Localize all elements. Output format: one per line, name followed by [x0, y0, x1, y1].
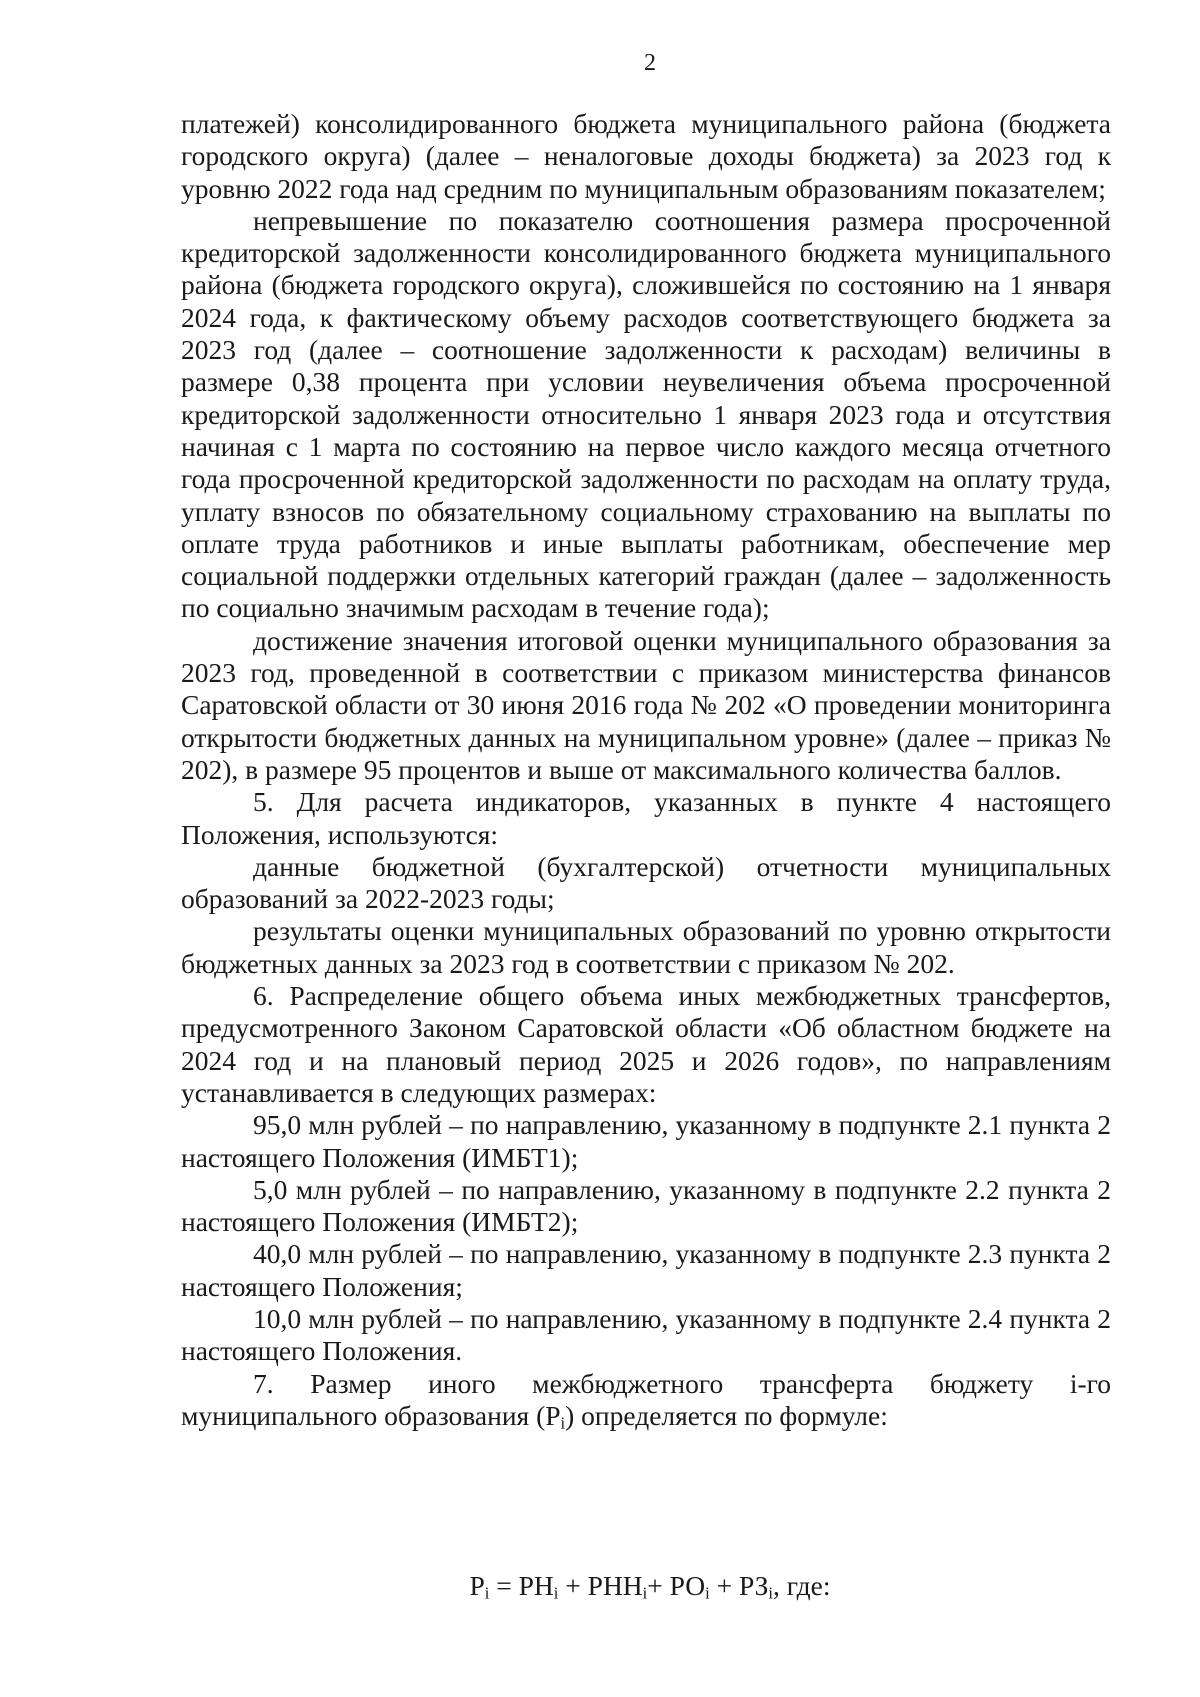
subscript: i [560, 1413, 566, 1433]
formula-tail: , где: [773, 1570, 831, 1601]
paragraph: 95,0 млн рублей – по направлению, указанному в подпункте 2.1 пункта 2 настоящего Положения (ИМБТ1); [181, 1109, 1111, 1173]
paragraph: достижение значения итоговой оценки муниципального образования за 2023 год, проведенной в соответствии с приказом министерства финансов Саратовской области от 30 июня 2016 года № 202 «О проведении мониторинга открытости бюджетных данных на муниципальном уровне» (далее – приказ № 202), в размере 95 процентов и выше от максимального количества баллов. [181, 624, 1111, 785]
paragraph: 40,0 млн рублей – по направлению, указанному в подпункте 2.3 пункта 2 настоящего Положения; [181, 1238, 1111, 1302]
paragraph: платежей) консолидированного бюджета муниципального района (бюджета городского округа) (далее – неналоговые доходы бюджета) за 2023 год к уровню 2022 года над средним по муниципальным образованиям показателем; [181, 108, 1111, 204]
paragraph: 5. Для расчета индикаторов, указанных в пункте 4 настоящего Положения, используются: [181, 786, 1111, 850]
paragraph: результаты оценки муниципальных образований по уровню открытости бюджетных данных за 2023 год в соответствии с приказом № 202. [181, 915, 1111, 979]
formula-term: = РН [489, 1570, 554, 1601]
formula-subscript: i [768, 1583, 773, 1603]
paragraph: данные бюджетной (бухгалтерской) отчетности муниципальных образований за 2022-2023 годы; [181, 850, 1111, 915]
page-number: 2 [644, 50, 656, 76]
formula-subscript: i [705, 1583, 710, 1603]
formula-subscript: i [642, 1583, 648, 1603]
paragraph: 5,0 млн рублей – по направлению, указанному в подпункте 2.2 пункта 2 настоящего Положения (ИМБТ2); [181, 1173, 1111, 1238]
paragraph: непревышение по показателю соотношения размера просроченной кредиторской задолженности консолидированного бюджета муниципального района (бюджета городского округа), сложившейся по состоянию на 1 января 2024 года, к фактическому объему расходов соответствующего бюджета за 2023 год (далее – соотношение задолженности к расходам) величины в размере 0,38 процента при условии неувеличения объема просроченной кредиторской задолженности относительно 1 января 2023 года и отсутствия начиная с 1 марта по состоянию на первое число каждого месяца отчетного года просроченной кредиторской задолженности по расходам на оплату труда, уплату взносов по обязательному социальному страхованию на выплаты по оплате труда работников и иные выплаты работникам, обеспечение мер социальной поддержки отдельных категорий граждан (далее – задолженность по социально значимым расходам в течение года); [181, 204, 1111, 624]
formula-term: + РО [647, 1570, 706, 1601]
formula-subscript: i [553, 1583, 559, 1603]
paragraph: 10,0 млн рублей – по направлению, указанному в подпункте 2.4 пункта 2 настоящего Положения. [181, 1302, 1111, 1367]
paragraph-text: 7. Размер иного межбюджетного трансферта бюджету i-го муниципального образования (P [181, 1367, 1111, 1431]
document-body [181, 108, 1111, 1439]
paragraph [181, 1368, 1111, 1440]
paragraph-text: ) определяется по формуле: [565, 1399, 888, 1431]
paragraph: 6. Распределение общего объема иных межбюджетных трансфертов, предусмотренного Законом Саратовской области «Об областном бюджете на 2024 год и на плановый период 2025 и 2026 годов», по направлениям устанавливается в следующих размерах: [181, 980, 1111, 1108]
formula-term: P [469, 1570, 485, 1601]
formula-term: + РЗ [709, 1570, 769, 1601]
formula [50, 1570, 1200, 1603]
formula-subscript: i [484, 1583, 490, 1603]
formula-term: + РНН [558, 1570, 643, 1601]
